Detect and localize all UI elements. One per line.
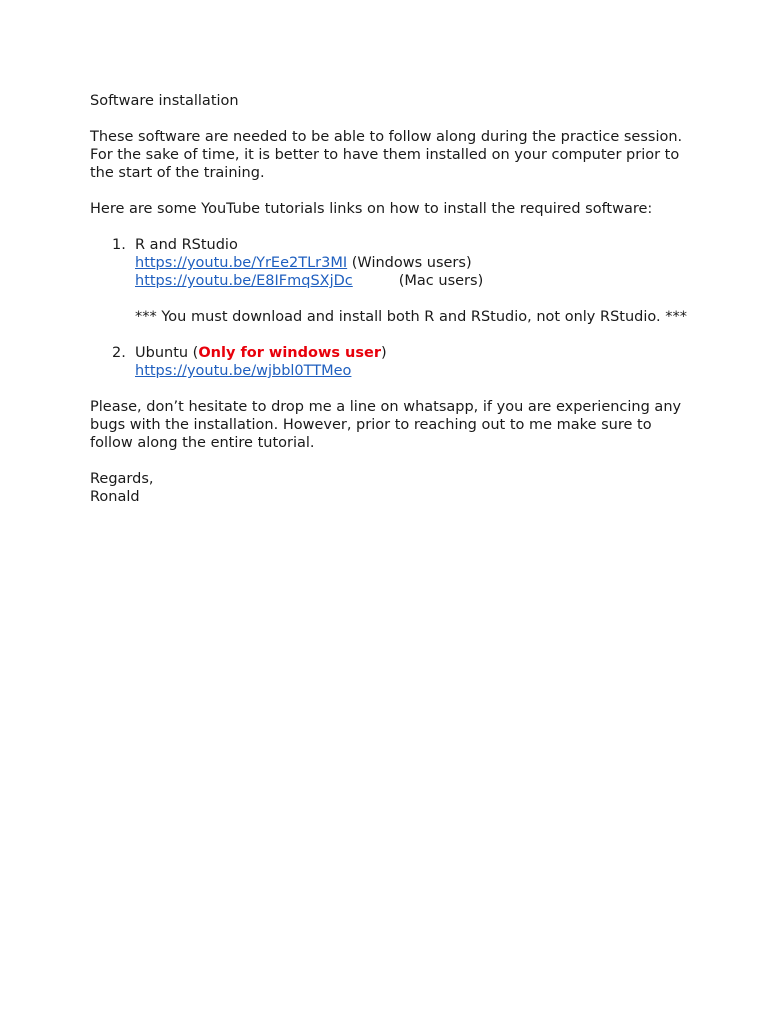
document-title: Software installation [90,93,239,109]
spacer [90,218,690,236]
spacer [90,452,690,470]
mac-link-line [135,272,690,290]
document-body [90,92,690,506]
closing-paragraph: Please, don’t hesitate to drop me a line on whatsapp, if you are experiencing any bugs with the installation. However, prior to reaching out to me make sure to follow along the entire tutorial. [90,399,682,451]
list-item-title [135,344,690,362]
windows-users-note: (Windows users) [351,255,472,271]
spacer [90,110,690,128]
list-number: 1. [112,237,126,253]
intro-paragraph-1: These software are needed to be able to follow along during the practice session. [90,129,683,145]
spacer [90,182,690,200]
ubuntu-link-line [135,362,690,380]
tutorial-heading: Here are some YouTube tutorials links on how to install the required software: [90,201,653,217]
list-item-ubuntu [90,344,690,380]
windows-tutorial-link[interactable]: https://youtu.be/YrEe2TLr3MI [135,255,348,271]
list-number: 2. [112,345,126,361]
install-warning: *** You must download and install both R and RStudio, not only RStudio. *** [135,309,687,325]
intro-paragraph-2: For the sake of time, it is better to have them installed on your computer prior to the start of the training. [90,147,680,181]
mac-tutorial-link[interactable]: https://youtu.be/E8IFmqSXjDc [135,273,353,289]
spacer [90,326,690,344]
signature: Ronald [90,489,140,505]
windows-link-line [135,254,690,272]
regards-line: Regards, [90,471,154,487]
ubuntu-label: Ubuntu ( [135,345,199,361]
mac-users-note: (Mac users) [398,273,484,289]
ubuntu-label-close: ) [380,345,387,361]
list-item-r-rstudio [90,236,690,326]
spacer [90,380,690,398]
windows-only-emphasis: Only for windows user [198,345,381,361]
list-item-title: R and RStudio [135,237,238,253]
ubuntu-tutorial-link[interactable]: https://youtu.be/wjbbl0TTMeo [135,363,352,379]
spacer [135,290,690,308]
